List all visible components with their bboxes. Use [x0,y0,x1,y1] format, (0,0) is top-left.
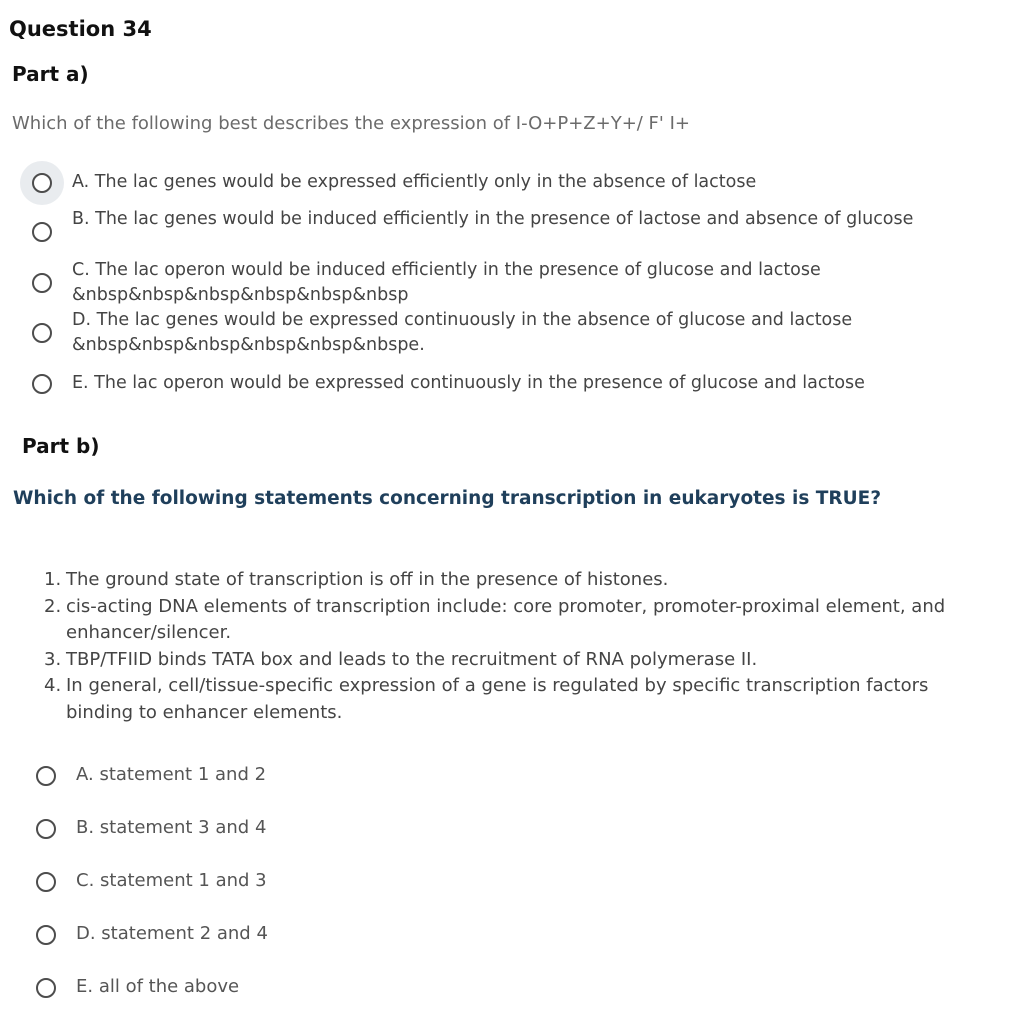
statement-item [44,673,994,726]
statement-text: TBP/TFIID binds TATA box and leads to the recruitment of RNA polymerase II. [66,648,758,670]
radio-button-a-option-a[interactable] [32,173,52,193]
statement-item [44,567,994,594]
statement-text: cis-acting DNA elements of transcription include: core promoter, promoter-proximal element, and enhancer/silencer. [66,595,946,643]
part-b-option-c[interactable]: C. statement 1 and 3 [76,870,267,891]
radio-button-a-option-e[interactable] [32,374,52,394]
radio-button-b-option-a[interactable] [36,766,56,786]
statement-item [44,647,994,674]
part-a-option-a[interactable]: A. The lac genes would be expressed efficiently only in the absence of lactose [72,172,757,192]
part-b-option-b[interactable]: B. statement 3 and 4 [76,817,267,838]
statement-text: In general, cell/tissue-specific expression of a gene is regulated by specific transcription factors binding to enhancer elements. [66,675,929,723]
radio-button-b-option-e[interactable] [36,978,56,998]
statement-item [44,594,994,647]
statement-number: 3. [44,648,62,670]
radio-button-b-option-d[interactable] [36,925,56,945]
statement-number: 1. [44,569,62,590]
question-title: Question 34 [9,17,152,41]
radio-button-a-option-b[interactable] [32,222,52,242]
statement-number: 2. [44,595,62,617]
statement-list [44,567,994,726]
part-b-option-e[interactable]: E. all of the above [76,976,240,997]
part-a-option-b[interactable]: B. The lac genes would be induced efficiently in the presence of lactose and absence of glucose [72,209,914,229]
part-a-prompt: Which of the following best describes the expression of I-O+P+Z+Y+/ F' I+ [12,113,690,134]
part-b-option-a[interactable]: A. statement 1 and 2 [76,764,267,785]
part-a-title: Part a) [12,62,89,86]
radio-button-a-option-c[interactable] [32,273,52,293]
part-b-option-d[interactable]: D. statement 2 and 4 [76,923,268,944]
statement-text: The ground state of transcription is off in the presence of histones. [66,569,669,590]
part-b-title: Part b) [22,434,100,458]
radio-button-b-option-b[interactable] [36,819,56,839]
part-b-prompt: Which of the following statements concerning transcription in eukaryotes is TRUE? [13,488,882,509]
part-a-option-c[interactable]: C. The lac operon would be induced efficiently in the presence of glucose and lactose &nbsp&nbsp&nbsp&nbsp&nbsp&nbsp [72,260,821,305]
part-a-option-d[interactable]: D. The lac genes would be expressed continuously in the absence of glucose and lactose &nbsp&nbsp&nbsp&nbsp&nbsp&nbspe. [72,310,853,355]
part-a-option-e[interactable]: E. The lac operon would be expressed continuously in the presence of glucose and lactose [72,373,865,393]
radio-button-b-option-c[interactable] [36,872,56,892]
statement-number: 4. [44,675,62,696]
radio-button-a-option-d[interactable] [32,323,52,343]
